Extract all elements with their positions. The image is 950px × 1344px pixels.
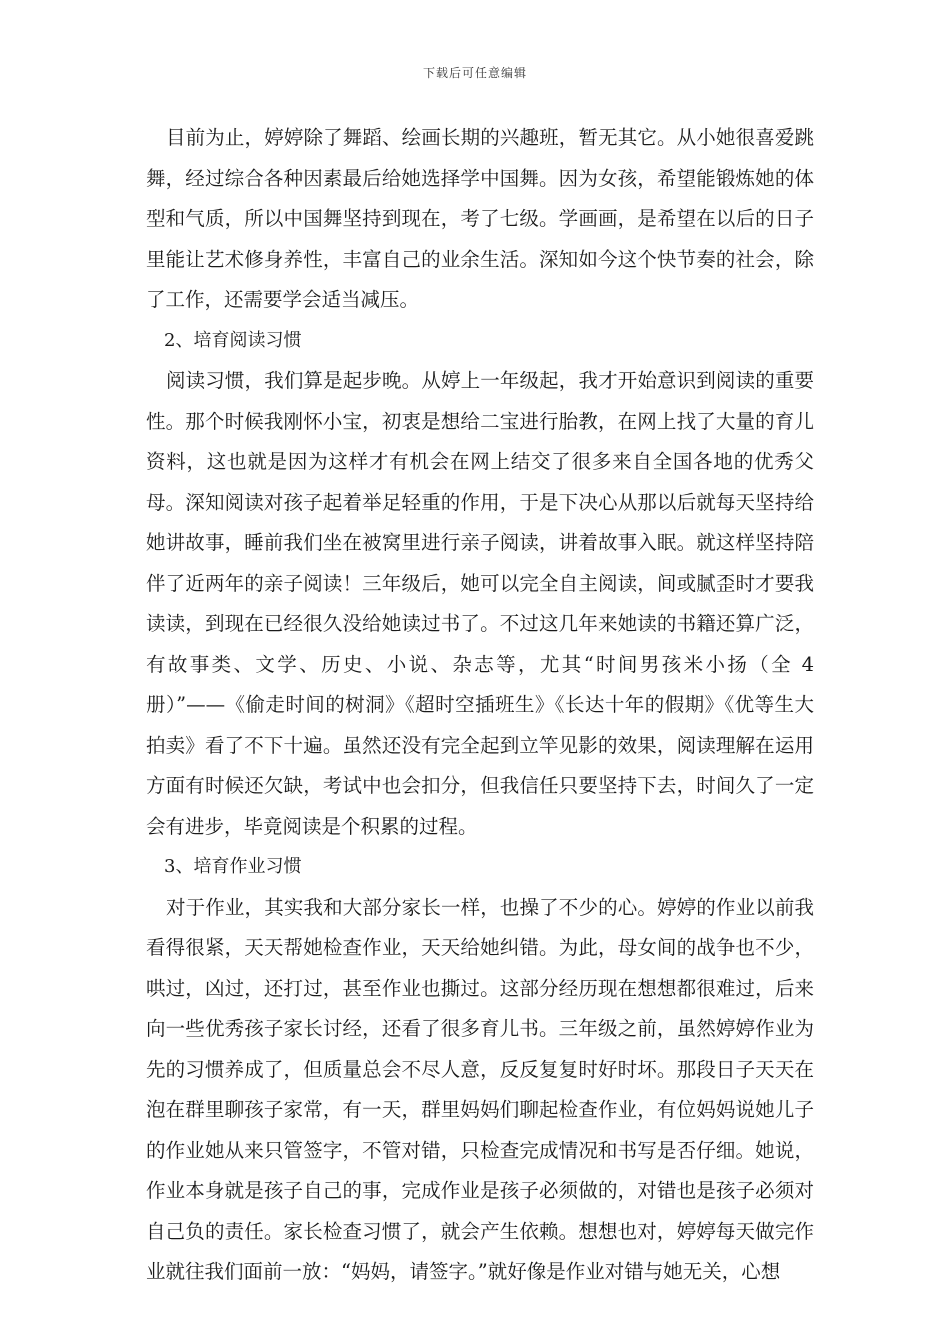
paragraph-interests: 目前为止，婷婷除了舞蹈、绘画长期的兴趣班，暂无其它。从小她很喜爱跳舞，经过综合各种因素最后给她选择学中国舞。因为女孩，希望能锻炼她的体型和气质，所以中国舞坚持到现在，考了七级。学画画，是希望在以后的日子里能让艺术修身养性，丰富自己的业余生活。深知如今这个快节奏的社会，除了工作，还需要学会适当减压。 [146, 126, 814, 311]
page-header: 下载后可任意编辑 [422, 66, 527, 80]
section-heading-homework: 3、培育作业习惯 [164, 856, 302, 877]
paragraph-reading: 阅读习惯，我们算是起步晚。从婷上一年级起，我才开始意识到阅读的重要性。那个时候我刚怀小宝，初衷是想给二宝进行胎教，在网上找了大量的育儿资料，这也就是因为这样才有机会在网上结交了很多来自全国各地的优秀父母。深知阅读对孩子起着举足轻重的作用，于是下决心从那以后就每天坚持给她讲故事，睡前我们坐在被窝里进行亲子阅读，讲着故事入眠。就这样坚持陪伴了近两年的亲子阅读！三年级后，她可以完全自主阅读，间或腻歪时才要我读读，到现在已经很久没给她读过书了。不过这几年来她读的书籍还算广泛，有故事类、文学、历史、小说、杂志等，尤其“时间男孩米小扬（全 4 册）”——《偷走时间的树洞》《超时空插班生》《长达十年的假期》《优等生大拍卖》看了不下十遍。虽然还没有完全起到立竿见影的效果，阅读理解在运用方面有时候还欠缺，考试中也会扣分，但我信任只要坚持下去，时间久了一定会有进步，毕竟阅读是个积累的过程。 [146, 369, 814, 838]
paragraph-homework: 对于作业，其实我和大部分家长一样，也操了不少的心。婷婷的作业以前我看得很紧，天天帮她检查作业，天天给她纠错。为此，母女间的战争也不少，哄过，凶过，还打过，甚至作业也撕过。这部分经历现在想想都很难过，后来向一些优秀孩子家长讨经，还看了很多育儿书。三年级之前，虽然婷婷作业为先的习惯养成了，但质量总会不尽人意，反反复复时好时坏。那段日子天天在泡在群里聊孩子家常，有一天，群里妈妈们聊起检查作业，有位妈妈说她儿子的作业她从来只管签字，不管对错，只检查完成情况和书写是否仔细。她说，作业本身就是孩子自己的事，完成作业是孩子必须做的，对错也是孩子必须对自己负的责任。家长检查习惯了，就会产生依赖。想想也对，婷婷每天做完作业就往我们面前一放：“妈妈，请签字。”就好像是作业对错与她无关，心想 [146, 895, 814, 1283]
section-heading-reading: 2、培育阅读习惯 [164, 329, 302, 351]
document-body [146, 118, 814, 1293]
